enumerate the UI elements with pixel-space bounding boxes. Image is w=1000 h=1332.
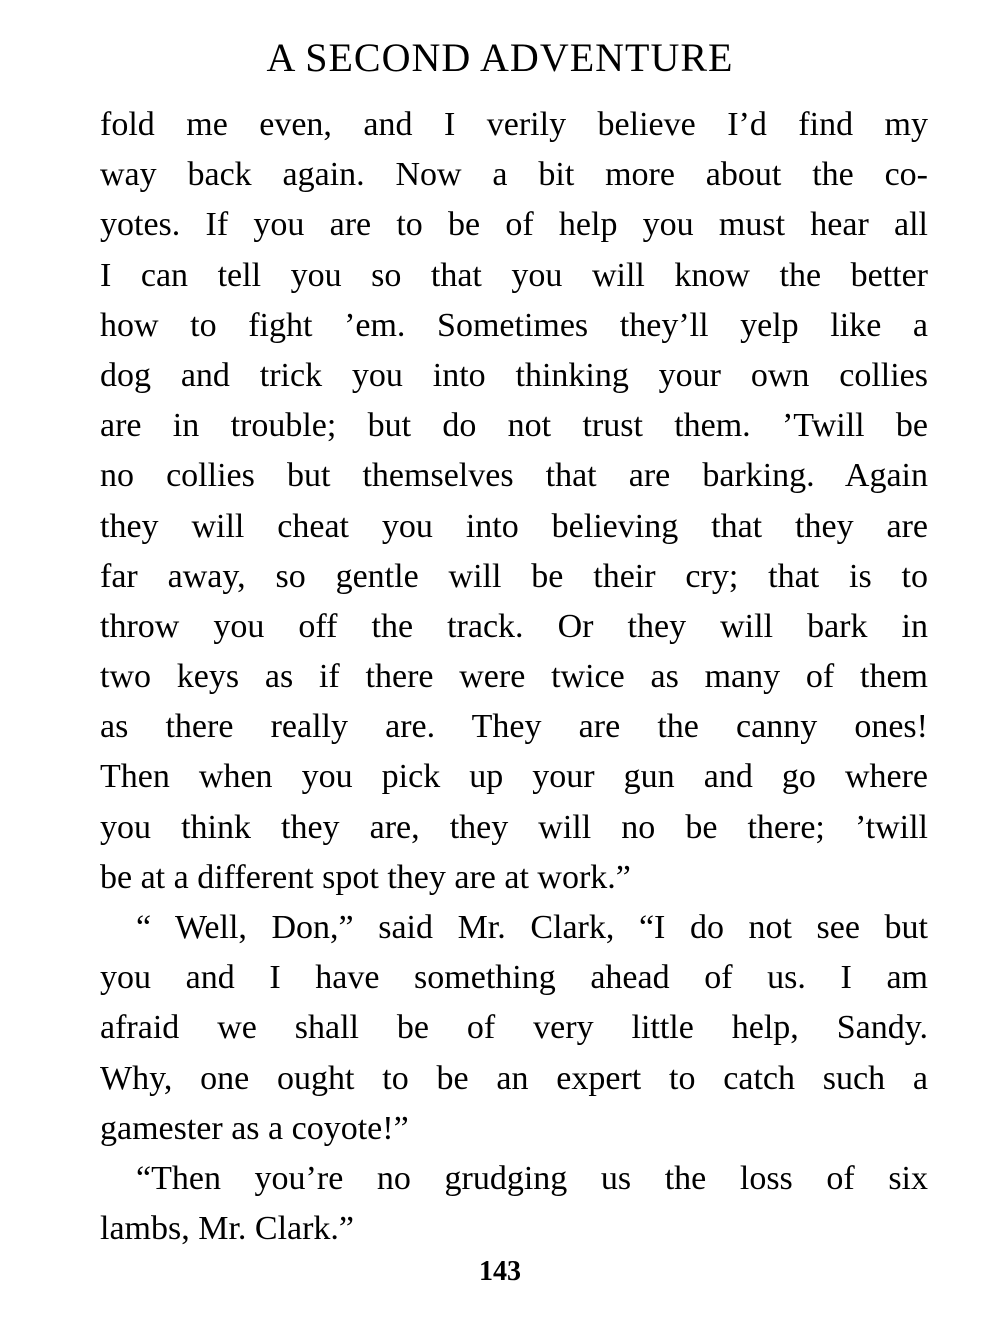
text-line: “ Well, Don,” said Mr. Clark, “I do not see but xyxy=(136,909,928,946)
text-line: dog and trick you into thinking your own collies xyxy=(100,356,928,394)
page-number: 143 xyxy=(479,1256,521,1287)
text-line: gamester as a coyote!” xyxy=(100,1109,409,1147)
text-line: I can tell you so that you will know the better xyxy=(100,256,928,294)
text-line: you think they are, they will no be there; ’twill xyxy=(100,808,928,846)
text-line: fold me even, and I verily believe I’d find my xyxy=(100,106,928,143)
text-line: afraid we shall be of very little help, Sandy. xyxy=(100,1009,928,1047)
text-line: “Then you’re no grudging us the loss of six xyxy=(136,1159,928,1197)
text-line: yotes. If you are to be of help you must hear all xyxy=(100,206,928,244)
text-line: two keys as if there were twice as many of them xyxy=(100,658,928,696)
text-line: they will cheat you into believing that they are xyxy=(100,507,928,545)
text-line: you and I have something ahead of us. I am xyxy=(100,959,928,997)
running-head: A SECOND ADVENTURE xyxy=(266,35,734,80)
text-line: lambs, Mr. Clark.” xyxy=(100,1210,355,1248)
text-line: Why, one ought to be an expert to catch such a xyxy=(100,1059,928,1097)
text-line: no collies but themselves that are barking. Again xyxy=(100,457,928,495)
text-line: far away, so gentle will be their cry; that is to xyxy=(100,557,928,595)
text-line: throw you off the track. Or they will bark in xyxy=(100,607,928,645)
body-text xyxy=(100,100,928,1254)
text-line: as there really are. They are the canny ones! xyxy=(100,708,928,746)
text-line: Then when you pick up your gun and go where xyxy=(100,758,928,796)
text-line: are in trouble; but do not trust them. ’Twill be xyxy=(100,407,928,445)
text-line: how to fight ’em. Sometimes they’ll yelp like a xyxy=(100,306,928,344)
text-line: be at a different spot they are at work.” xyxy=(100,858,631,896)
text-line: way back again. Now a bit more about the co- xyxy=(100,156,928,194)
